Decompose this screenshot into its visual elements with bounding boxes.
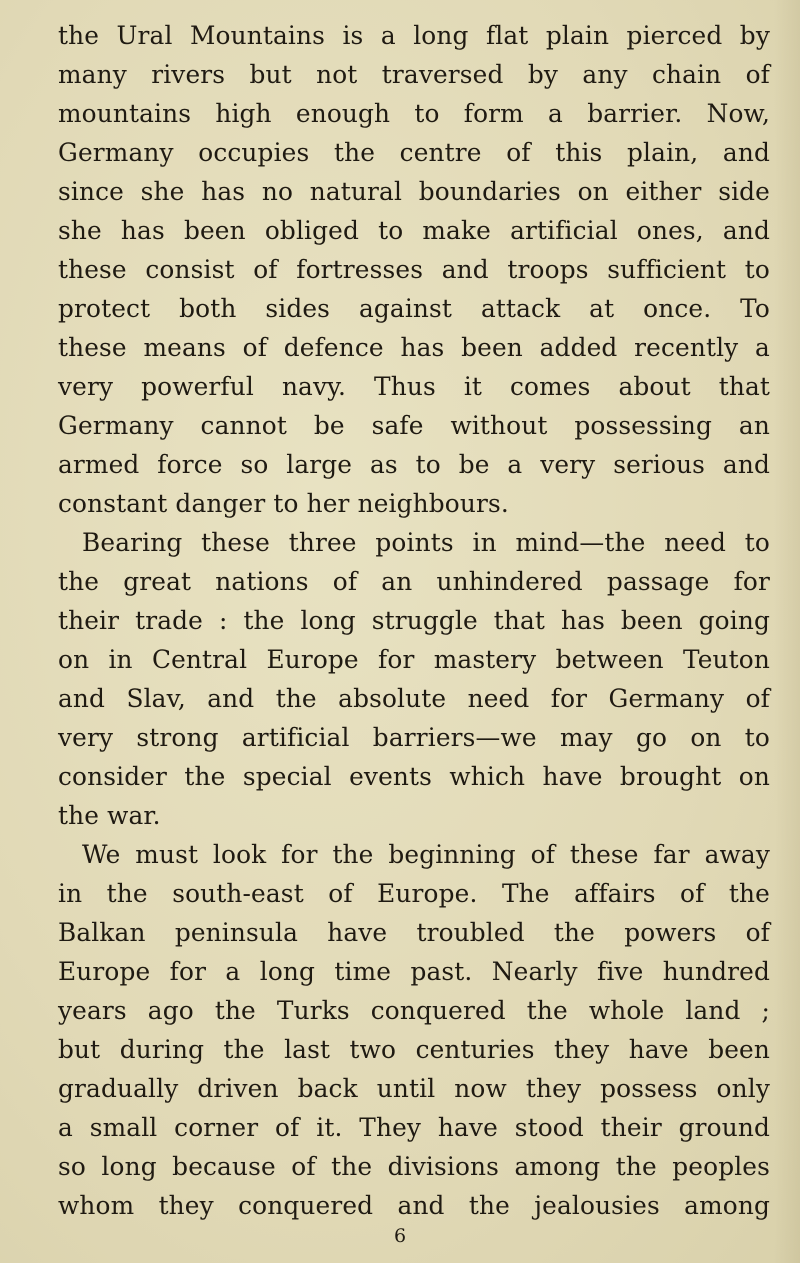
text-line: these consist of fortresses and troops sufficient to: [58, 255, 770, 284]
text-line: their trade : the long struggle that has been going: [58, 606, 770, 635]
text-line: but during the last two centuries they have been: [58, 1035, 770, 1064]
text-line: a small corner of it. They have stood their ground: [58, 1113, 770, 1142]
text-line: these means of defence has been added recently a: [58, 333, 770, 362]
text-line: many rivers but not traversed by any chain of: [58, 60, 770, 89]
text-line: Balkan peninsula have troubled the powers of: [58, 918, 770, 947]
page-number: 6: [393, 1225, 407, 1247]
paragraph-start-line: Bearing these three points in mind—the need to: [82, 528, 770, 557]
text-line: mountains high enough to form a barrier. Now,: [58, 99, 770, 128]
paragraph-start-line: We must look for the beginning of these far away: [82, 840, 770, 869]
paragraph-end-line: constant danger to her neighbours.: [58, 489, 509, 518]
text-line: and Slav, and the absolute need for Germany of: [58, 684, 770, 713]
text-line: very strong artificial barriers—we may go on to: [58, 723, 770, 752]
text-line: years ago the Turks conquered the whole land ;: [58, 996, 770, 1025]
text-line: so long because of the divisions among the peoples: [58, 1152, 770, 1181]
text-line: armed force so large as to be a very serious and: [58, 450, 770, 479]
text-line: whom they conquered and the jealousies among: [58, 1191, 770, 1220]
text-line: gradually driven back until now they possess only: [58, 1074, 770, 1103]
text-line: consider the special events which have brought on: [58, 762, 770, 791]
text-line: since she has no natural boundaries on either side: [58, 177, 770, 206]
body-text: [58, 16, 770, 1225]
text-line: the Ural Mountains is a long flat plain pierced by: [58, 21, 770, 50]
page-edge-shadow: [774, 0, 800, 1263]
text-line: the great nations of an unhindered passage for: [58, 567, 770, 596]
text-line: Germany cannot be safe without possessing an: [58, 411, 770, 440]
text-line: on in Central Europe for mastery between Teuton: [58, 645, 770, 674]
text-line: Europe for a long time past. Nearly five hundred: [58, 957, 770, 986]
text-line: Germany occupies the centre of this plain, and: [58, 138, 770, 167]
text-line: very powerful navy. Thus it comes about that: [58, 372, 770, 401]
text-line: in the south-east of Europe. The affairs of the: [58, 879, 770, 908]
text-line: she has been obliged to make artificial ones, and: [58, 216, 770, 245]
text-line: protect both sides against attack at once. To: [58, 294, 770, 323]
paragraph-end-line: the war.: [58, 801, 161, 830]
